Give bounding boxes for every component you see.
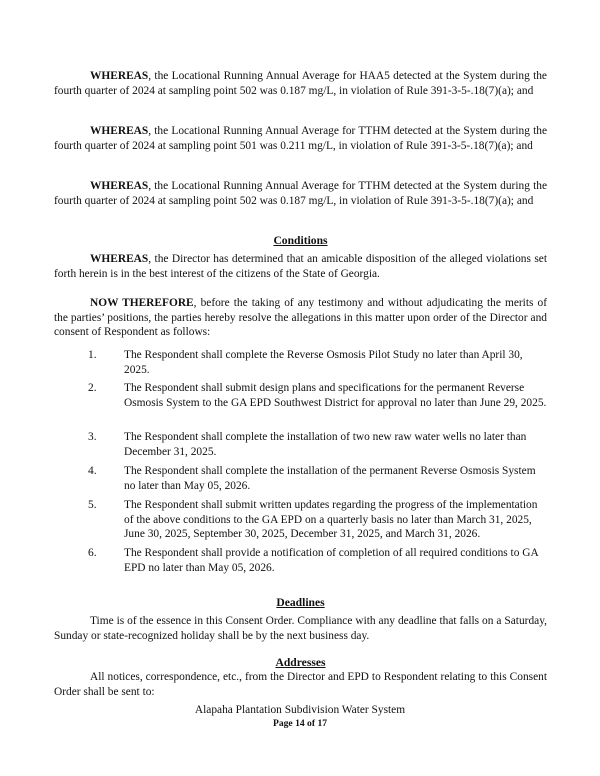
paragraph-text: , the Locational Running Annual Average for TTHM detected at the System during the fourth quarter of 2024 at sampling point 501 was 0.211 mg/L, in violation of Rule 391-3-5-.18(7)(a); and [54,125,547,152]
list-number: 5. [88,499,97,511]
list-number: 4. [88,465,97,477]
paragraph-text: , the Locational Running Annual Average for HAA5 detected at the System during the fourth quarter of 2024 at sampling point 502 was 0.187 mg/L, in violation of Rule 391-3-5-.18(7)(a); and [54,70,547,97]
whereas-haa5-paragraph [54,69,547,98]
list-text: The Respondent shall submit written updates regarding the progress of the implementation of the above conditions to the GA EPD on a quarterly basis no later than March 31, 2025, June 30, 2025, September 30, 2025, December 31, 2025, and March 31, 2026. [124,499,538,540]
paragraph-text: Time is of the essence in this Consent Order. Compliance with any deadline that falls on a Saturday, Sunday or state-recognized holiday shall be by the next business day. [54,615,547,642]
deadlines-paragraph [54,614,547,643]
paragraph-text: , before the taking of any testimony and without adjudicating the merits of the parties’ positions, the parties hereby resolve the allegations in this matter upon order of the Director and consent of Respondent as follows: [54,297,547,338]
conditions-heading: Conditions [273,234,328,247]
paragraph-text: , the Locational Running Annual Average for TTHM detected at the System during the fourth quarter of 2024 at sampling point 502 was 0.187 mg/L, in violation of Rule 391-3-5-.18(7)(a); and [54,180,547,207]
list-text: The Respondent shall complete the installation of the permanent Reverse Osmosis System no later than May 05, 2026. [124,465,536,492]
paragraph-lead: WHEREAS [90,180,149,192]
paragraph-lead: WHEREAS [90,125,149,137]
whereas-tthm-502-paragraph [54,179,547,208]
paragraph-text: All notices, correspondence, etc., from the Director and EPD to Respondent relating to this Consent Order shall be sent to: [54,671,547,698]
list-text: The Respondent shall submit design plans and specifications for the permanent Reverse Osmosis System to the GA EPD Southwest District for approval no later than June 29, 2025. [124,382,547,409]
paragraph-lead: WHEREAS [90,70,149,82]
list-text: The Respondent shall provide a notification of completion of all required conditions to GA EPD no later than May 05, 2026. [124,547,539,574]
whereas-tthm-501-paragraph [54,124,547,153]
list-text: The Respondent shall complete the installation of two new raw water wells no later than December 31, 2025. [124,431,527,458]
now-therefore-paragraph [54,296,547,340]
list-number: 1. [88,349,97,361]
list-text: The Respondent shall complete the Reverse Osmosis Pilot Study no later than April 30, 2025. [124,349,523,376]
paragraph-text: , the Director has determined that an amicable disposition of the alleged violations set forth herein is in the best interest of the citizens of the State of Georgia. [54,253,547,280]
addresses-heading: Addresses [275,656,326,669]
paragraph-lead: WHEREAS [90,253,149,265]
paragraph-lead: NOW THEREFORE [90,297,194,309]
list-number: 6. [88,547,97,559]
list-number: 2. [88,382,97,394]
footer-page-number: Page 14 of 17 [272,718,328,729]
whereas-director-paragraph [54,252,547,281]
list-number: 3. [88,431,97,443]
deadlines-heading: Deadlines [276,596,325,609]
addresses-paragraph [54,670,547,699]
footer-title: Alapaha Plantation Subdivision Water System [194,704,406,716]
